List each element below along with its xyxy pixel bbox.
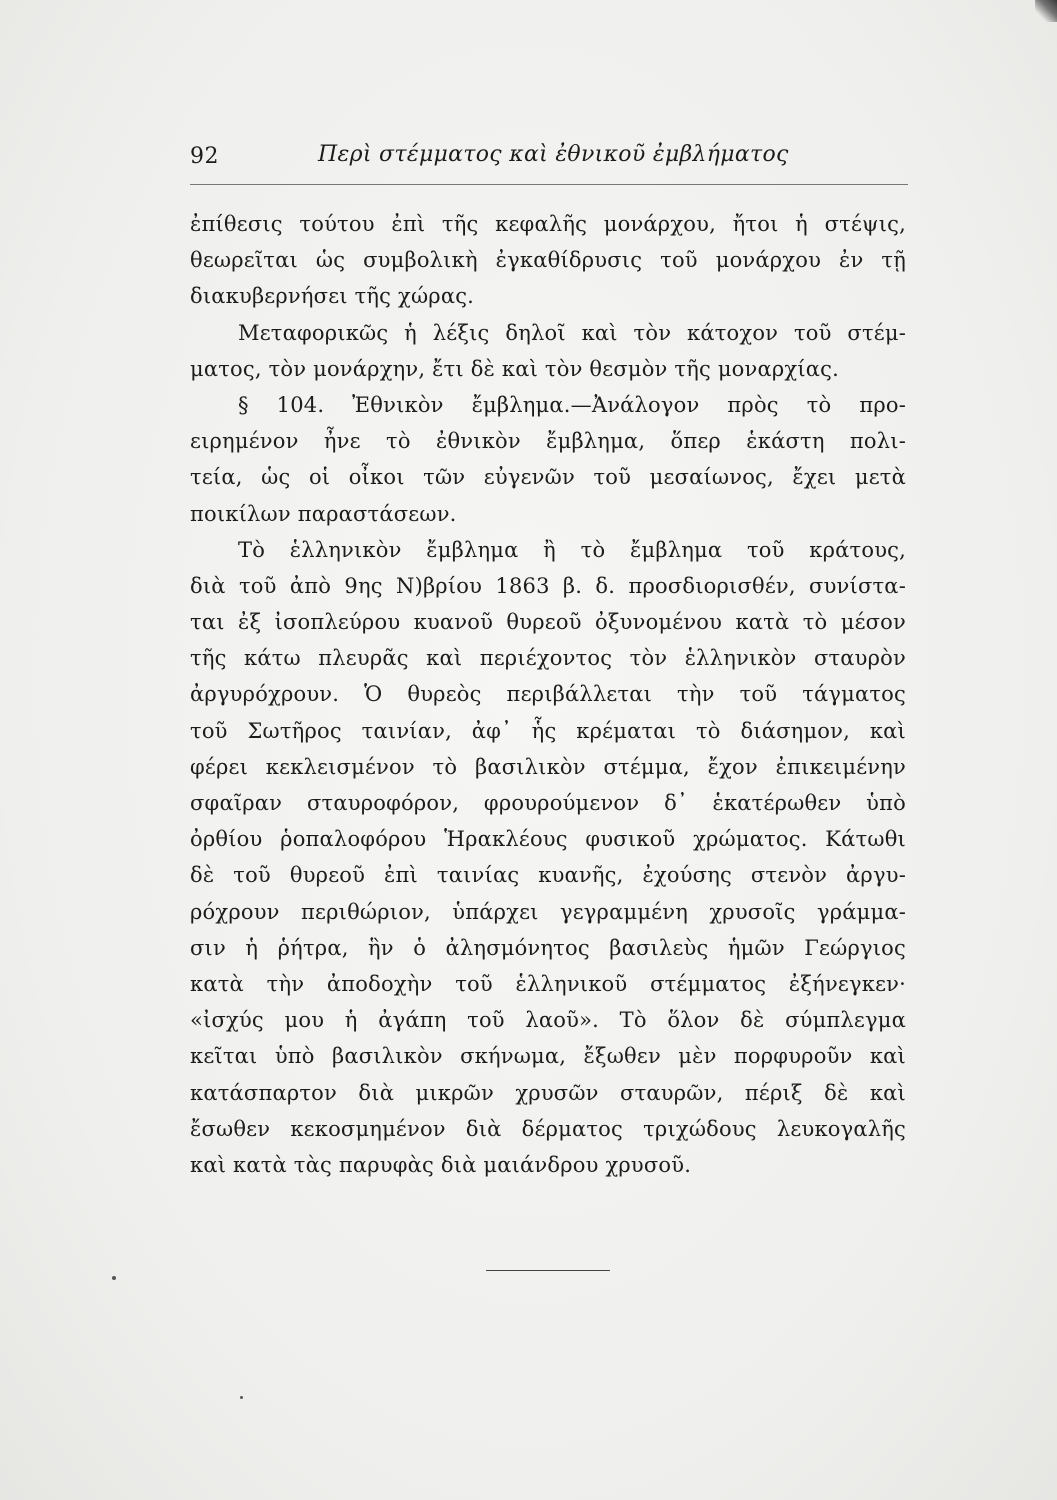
text-line: ρόχρουν περιθώριον, ὑπάρχει γεγραμμένη χρυσοῖς γράμμα- [190,899,906,924]
page-corner-shadow [1035,0,1057,22]
text-line: ἀργυρόχρουν. Ὁ θυρεὸς περιβάλλεται τὴν τοῦ τάγματος [190,682,906,707]
text-line: τεία, ὡς οἱ οἶκοι τῶν εὐγενῶν τοῦ μεσαίωνος, ἔχει μετὰ [190,465,906,490]
text-line: σιν ἡ ῥήτρα, ἣν ὁ ἀλησμόνητος βασιλεὺς ἡμῶν Γεώργιος [190,935,906,960]
text-line: φέρει κεκλεισμένον τὸ βασιλικὸν στέμμα, ἔχον ἐπικειμένην [190,754,906,779]
text-line: κεῖται ὑπὸ βασιλικὸν σκήνωμα, ἔξωθεν μὲν πορφυροῦν καὶ [190,1044,906,1069]
paper-speck [112,1276,116,1280]
text-line: θεωρεῖται ὡς συμβολικὴ ἐγκαθίδρυσις τοῦ μονάρχου ἐν τῇ [190,248,906,273]
closing-rule [486,1270,610,1271]
text-line: τοῦ Σωτῆρος ταινίαν, ἀφ᾽ ἧς κρέμαται τὸ διάσημον, καὶ [190,718,906,743]
header-rule [190,184,908,185]
text-line: κατὰ τὴν ἀποδοχὴν τοῦ ἑλληνικοῦ στέμματος ἐξήνεγκεν· [190,971,906,996]
paper-speck [240,1396,243,1399]
text-line: τῆς κάτω πλευρᾶς καὶ περιέχοντος τὸν ἑλληνικὸν σταυρὸν [190,646,906,671]
text-line: Μεταφορικῶς ἡ λέξις δηλοῖ καὶ τὸν κάτοχον τοῦ στέμ- [238,320,906,345]
text-line: διακυβερνήσει τῆς χώρας. [190,284,475,309]
text-line: ὀρθίου ῥοπαλοφόρου Ἡρακλέους φυσικοῦ χρώματος. Κάτωθι [190,827,906,852]
page-number: 92 [190,144,219,169]
text-line: Τὸ ἑλληνικὸν ἔμβλημα ἢ τὸ ἔμβλημα τοῦ κράτους, [238,537,906,562]
text-line: ται ἐξ ἰσοπλεύρου κυανοῦ θυρεοῦ ὀξυνομένου κατὰ τὸ μέσον [190,610,906,635]
text-line: ποικίλων παραστάσεων. [190,501,457,526]
text-line: ματος, τὸν μονάρχην, ἔτι δὲ καὶ τὸν θεσμὸν τῆς μοναρχίας. [190,356,839,381]
text-line: ἔσωθεν κεκοσμημένον διὰ δέρματος τριχώδους λευκογαλῆς [190,1116,906,1141]
text-line: καὶ κατὰ τὰς παρυφὰς διὰ μαιάνδρου χρυσοῦ. [190,1152,692,1177]
text-line: ἐπίθεσις τούτου ἐπὶ τῆς κεφαλῆς μονάρχου, ἤτοι ἡ στέψις, [190,212,906,236]
text-line: διὰ τοῦ ἀπὸ 9ης Ν)βρίου 1863 β. δ. προσδιορισθέν, συνίστα- [190,573,906,598]
running-title: Περὶ στέμματος καὶ ἐθνικοῦ ἐμβλήματος [318,142,789,167]
text-line: «ἰσχύς μου ἡ ἀγάπη τοῦ λαοῦ». Τὸ ὅλον δὲ σύμπλεγμα [190,1008,906,1033]
text-line: κατάσπαρτον διὰ μικρῶν χρυσῶν σταυρῶν, πέριξ δὲ καὶ [190,1080,906,1105]
text-line: ειρημένον ἦνε τὸ ἐθνικὸν ἔμβλημα, ὅπερ ἑκάστη πολι- [190,429,906,454]
text-line: δὲ τοῦ θυρεοῦ ἐπὶ ταινίας κυανῆς, ἐχούσης στενὸν ἀργυ- [190,863,906,888]
body-text [190,206,906,1183]
section-heading-line: § 104. Ἐθνικὸν ἔμβλημα.—Ἀνάλογον πρὸς τὸ προ- [238,392,906,417]
text-line: σφαῖραν σταυροφόρον, φρουρούμενον δ᾽ ἑκατέρωθεν ὑπὸ [190,791,906,815]
page-header [190,138,910,178]
